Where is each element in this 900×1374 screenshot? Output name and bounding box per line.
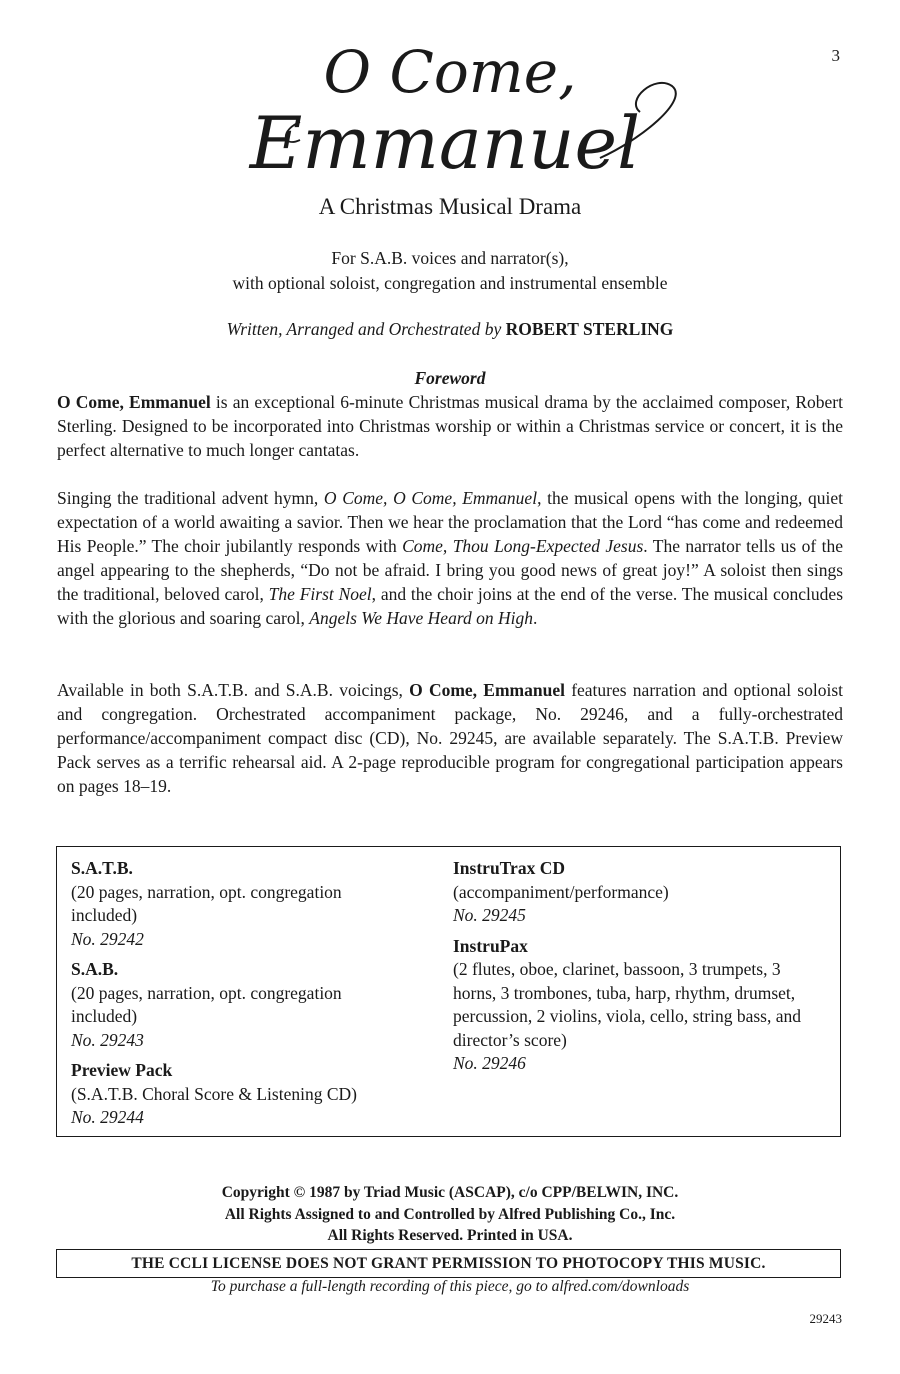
edition-number: No. 29246 [453, 1053, 526, 1073]
title-line-1: O Come, [323, 38, 577, 106]
edition-number: No. 29243 [71, 1029, 144, 1050]
title-line-2: Emmanuel [249, 101, 641, 185]
catalog-number: 29243 [809, 1311, 842, 1326]
ccli-notice: THE CCLI LICENSE DOES NOT GRANT PERMISSION TO PHOTOCOPY THIS MUSIC. [56, 1249, 841, 1278]
edition-name: InstruTrax CD [453, 858, 565, 878]
voicing-line-1: For S.A.B. voices and narrator(s), [331, 248, 569, 268]
paragraph-text: features narration and optional soloist and congregation. Orchestrated accompaniment package, No. 29246, and a fully-orchestrated performance/accompaniment compact disc (CD), No. 29245, are available separately. The S.A.T.B. Preview Pack serves as a terrific rehearsal aid. A 2-page reproducible program for congregational participation appears on pages 18–19. [57, 680, 843, 796]
paragraph-text: Available in both S.A.T.B. and S.A.B. voicings, [57, 680, 410, 700]
edition-description: (S.A.T.B. Choral Score & Listening CD) [71, 1083, 357, 1104]
paragraph-text: is an exceptional 6-minute Christmas musical drama by the acclaimed composer, Robert Sterling. Designed to be incorporated into Christmas worship or within a Christmas service or concert, it is the perfect alternative to much longer cantatas. [57, 392, 843, 460]
paragraph-text: , and the choir joins at the end of the verse. The musical concludes with the glorious and soaring carol, [57, 584, 844, 628]
edition-number: No. 29245 [453, 905, 526, 925]
edition-name: S.A.B. [71, 959, 119, 979]
composer-name: ROBERT STERLING [505, 319, 674, 339]
work-title: O Come, Emmanuel [57, 392, 211, 412]
edition-description: (20 pages, narration, opt. congregation included) [71, 881, 342, 925]
hymn-title: Angels We Have Heard on High [309, 608, 533, 628]
copyright-line-2: All Rights Assigned to and Controlled by Alfred Publishing Co., Inc. [224, 1205, 676, 1223]
paragraph-text: . The narrator tells us of the angel appearing to the shepherds, “Do not be afraid. I bring you good news of great joy!” A soloist then sings the traditional, beloved carol, [57, 536, 843, 604]
paragraph-text: . [532, 608, 538, 628]
work-title: O Come, Emmanuel [409, 680, 565, 700]
foreword-heading: Foreword [414, 368, 486, 388]
page-number: 3 [831, 46, 840, 65]
edition-sab [71, 958, 411, 1052]
edition-number: No. 29244 [71, 1107, 144, 1127]
hymn-title: Come, Thou Long-Expected Jesus [402, 536, 644, 556]
editions-right-column [453, 857, 823, 1083]
title-logo [0, 30, 900, 200]
voicing-line-2: with optional soloist, congregation and instrumental ensemble [232, 273, 668, 293]
hymn-title: The First Noel [268, 584, 372, 604]
foreword-paragraph-2 [57, 486, 843, 630]
composer-credit [0, 319, 900, 340]
edition-number: No. 29242 [71, 928, 144, 949]
copyright-line-3: All Rights Reserved. Printed in USA. [327, 1227, 573, 1244]
edition-instrupax [453, 935, 823, 1076]
edition-name: S.A.T.B. [71, 858, 133, 878]
edition-description: (20 pages, narration, opt. congregation included) [71, 982, 342, 1026]
paragraph-text: , the musical opens with the longing, quiet expectation of a world awaiting a savior. Then we hear the proclamation that the Lord “has come and redeemed His People.” The choir jubilantly responds with [57, 488, 843, 556]
subtitle: A Christmas Musical Drama [318, 194, 582, 219]
edition-preview-pack [71, 1059, 411, 1130]
copyright-line-1: Copyright © 1987 by Triad Music (ASCAP), c/o CPP/BELWIN, INC. [221, 1184, 679, 1201]
copyright-notice [0, 1182, 900, 1247]
hymn-title: O Come, O Come, Emmanuel [323, 488, 538, 508]
foreword-paragraph-1 [57, 390, 843, 462]
voicing-description [0, 246, 900, 296]
editions-box [56, 846, 841, 1137]
edition-name: Preview Pack [71, 1060, 173, 1080]
credit-prefix: Written, Arranged and Orchestrated by [226, 319, 506, 339]
foreword-paragraph-3 [57, 678, 843, 798]
paragraph-text: Singing the traditional advent hymn, [57, 488, 324, 508]
edition-satb [71, 857, 411, 951]
edition-name: InstruPax [453, 935, 528, 956]
edition-description: (accompaniment/performance) [453, 881, 669, 902]
edition-description: (2 flutes, oboe, clarinet, bassoon, 3 trumpets, 3 horns, 3 trombones, tuba, harp, rhythm, drumset, percussion, 2 violins, viola, cello, string bass, and director’s score) [453, 959, 802, 1050]
purchase-note: To purchase a full-length recording of this piece, go to alfred.com/downloads [210, 1278, 690, 1295]
edition-instrutrax-cd [453, 857, 823, 928]
editions-left-column [71, 857, 411, 1137]
